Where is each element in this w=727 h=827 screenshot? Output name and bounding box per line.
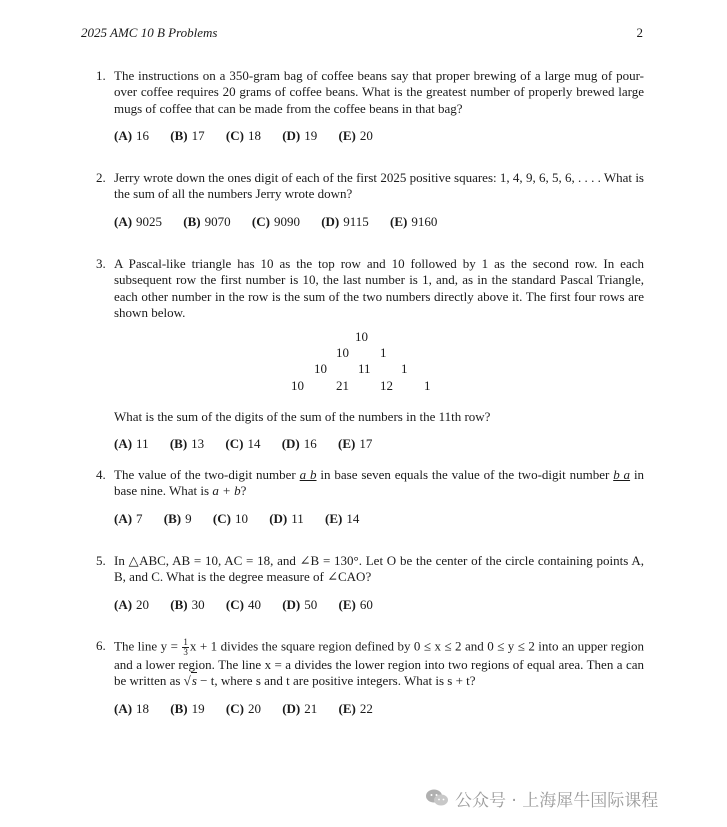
problem-4 [96, 467, 644, 527]
choice-e: (E) 14 [325, 510, 360, 526]
choice-c: (C) 20 [225, 700, 261, 716]
choice-a: (A) 16 [114, 127, 150, 143]
choice-a: (A) 7 [114, 510, 143, 526]
choice-a: (A) 20 [114, 596, 150, 612]
answer-choices [114, 511, 644, 527]
problem-question: What is the sum of the digits of the sum of the numbers in the 11th row? [114, 409, 491, 425]
choice-b: (B) 9070 [183, 213, 231, 229]
triangle-cell: 1 [401, 361, 408, 377]
problem-5 [96, 553, 644, 613]
choice-a: (A) 18 [114, 700, 150, 716]
choice-b: (B) 30 [170, 596, 205, 612]
problem-number: 3. [96, 256, 106, 271]
triangle-cell: 10 [314, 361, 327, 377]
problem-number: 5. [96, 553, 106, 568]
number-triangle [114, 327, 644, 409]
problem-3 [96, 256, 644, 453]
answer-choices [114, 214, 644, 230]
choice-c: (C) 10 [212, 510, 248, 526]
problem-text: A Pascal-like triangle has 10 as the top row and 10 followed by 1 as the second row. In each subsequent row the first number is 10, the last number is 1, and, as in the standard Pascal Triangle, each other number in the row is the sum of the two numbers directly above it. The first four rows are shown below. [114, 256, 644, 320]
triangle-cell: 10 [291, 378, 304, 394]
triangle-cell: 12 [380, 378, 393, 394]
triangle-cell: 1 [380, 345, 387, 361]
problem-text: Jerry wrote down the ones digit of each of the first 2025 positive squares: 1, 4, 9, 6, 5, 6, . . . . What is the sum of all the numbers Jerry wrote down? [114, 170, 644, 202]
triangle-cell: 1 [424, 378, 431, 394]
answer-choices [114, 597, 644, 613]
choice-e: (E) 17 [338, 436, 373, 452]
watermark-text: 公众号 · 上海犀牛国际课程 [455, 790, 659, 811]
document-title: 2025 AMC 10 B Problems [81, 25, 218, 40]
choice-b: (B) 9 [163, 510, 192, 526]
choice-c: (C) 14 [225, 436, 261, 452]
number-ab: a b [299, 467, 317, 482]
triangle-cell: 10 [336, 345, 349, 361]
answer-choices [114, 701, 644, 717]
page-number: 2 [636, 25, 643, 40]
choice-b: (B) 17 [170, 127, 205, 143]
triangle-cell: 21 [336, 378, 349, 394]
choice-c: (C) 9090 [251, 213, 300, 229]
answer-choices [114, 128, 644, 144]
problem-text: The instructions on a 350-gram bag of coffee beans say that proper brewing of a large mug of pour-over coffee requires 20 grams of coffee beans. What is the greatest number of properly brewed large mugs of coffee that can be made from the coffee beans in that bag? [114, 68, 644, 116]
problem-1 [96, 68, 644, 144]
problem-text: The line y = $\frac{1}{3}$ x + 1 divides the square region defined by 0 ≤ x ≤ 2 and 0 ≤ y ≤ 2 into an upper region and a lower region. The line x = a divides the lower region into two regions of equal area. Then a can be written as √s − t, where s and t are positive integers. What is s + t? [114, 637, 644, 689]
problem-number: 1. [96, 68, 106, 83]
problem-6 [96, 638, 644, 717]
problem-text: The value of the two-digit number a b in base seven equals the value of the two-digit number b a in base nine. What is a + b? [114, 467, 645, 499]
choice-b: (B) 19 [170, 700, 205, 716]
choice-a: (A) 9025 [114, 213, 163, 229]
choice-d: (D) 11 [269, 510, 304, 526]
choice-c: (C) 18 [225, 127, 261, 143]
choice-d: (D) 19 [282, 127, 318, 143]
triangle-cell: 11 [358, 361, 371, 377]
choice-e: (E) 22 [338, 700, 373, 716]
expression: a + b [212, 483, 241, 499]
problem-2 [96, 170, 644, 230]
problem-number: 6. [96, 638, 106, 653]
number-ba: b a [613, 467, 631, 482]
choice-c: (C) 40 [225, 596, 261, 612]
page-header [81, 25, 643, 41]
choice-a: (A) 11 [114, 436, 149, 452]
problem-number: 4. [96, 467, 106, 482]
watermark [425, 786, 658, 810]
choice-d: (D) 50 [282, 596, 318, 612]
fraction: $\frac{1}{3}$ [183, 637, 188, 657]
choice-d: (D) 16 [281, 436, 317, 452]
choice-e: (E) 20 [338, 127, 373, 143]
triangle-cell: 10 [355, 329, 368, 345]
choice-e: (E) 9160 [390, 213, 438, 229]
answer-choices [114, 436, 644, 452]
square-root: √s [183, 673, 197, 689]
choice-b: (B) 13 [169, 436, 205, 452]
problem-text: In △ABC, AB = 10, AC = 18, and ∠B = 130°. Let O be the center of the circle containing points A, B, and C. What is the degree measure of ∠CAO? [114, 553, 644, 585]
choice-d: (D) 21 [282, 700, 318, 716]
choice-d: (D) 9115 [321, 213, 369, 229]
wechat-icon [425, 788, 449, 808]
choice-e: (E) 60 [338, 596, 373, 612]
problem-number: 2. [96, 170, 106, 185]
